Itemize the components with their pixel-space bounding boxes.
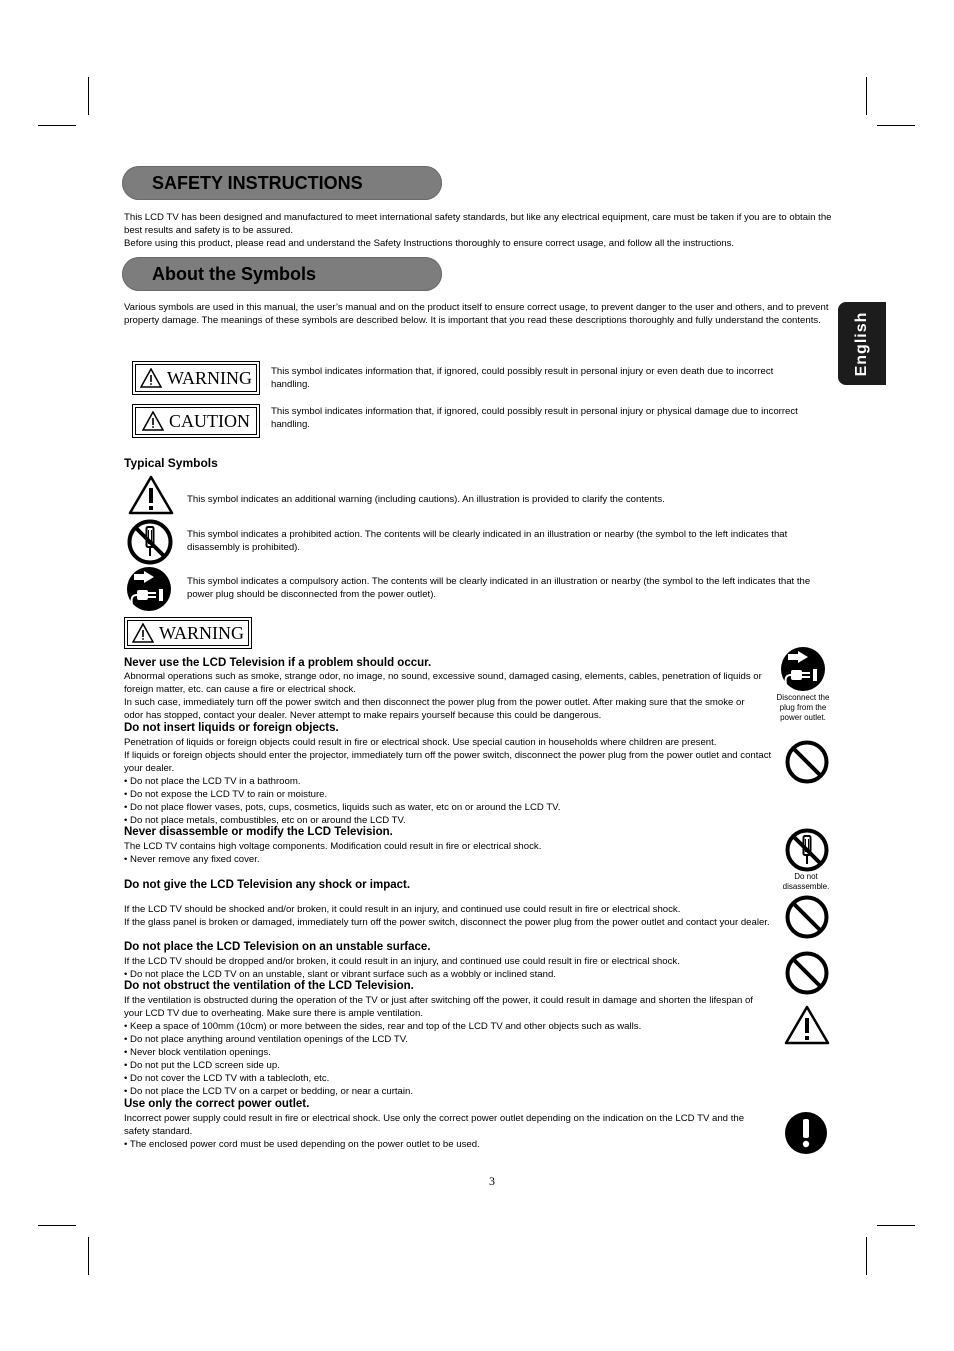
section-heading: Do not place the LCD Television on an unstable surface. bbox=[124, 941, 431, 953]
section-heading: Never disassemble or modify the LCD Television. bbox=[124, 826, 393, 838]
section-line: • Never block ventilation openings. bbox=[124, 1047, 271, 1058]
section-heading: Do not give the LCD Television any shock or impact. bbox=[124, 879, 411, 891]
no-disassembly-icon bbox=[127, 519, 173, 565]
language-tab-label: English bbox=[853, 311, 870, 376]
warning-label bbox=[132, 361, 260, 395]
language-tab bbox=[838, 302, 886, 385]
crop-mark bbox=[866, 77, 867, 115]
section-line: • Do not place the LCD TV on a carpet or bedding, or near a curtain. bbox=[124, 1086, 414, 1097]
section-heading: Never use the LCD Television if a problem should occur. bbox=[124, 657, 432, 669]
warning-triangle-icon bbox=[784, 1005, 830, 1045]
warning-description: This symbol indicates information that, if ignored, could possibly result in personal injury or even death due to incorrect handling. bbox=[271, 366, 774, 390]
typical-symbol-text: This symbol indicates an additional warning (including cautions). An illustration is provided to clarify the contents. bbox=[187, 494, 665, 505]
section-body bbox=[124, 903, 776, 929]
section-body bbox=[124, 736, 779, 827]
prohibited-icon bbox=[785, 895, 829, 939]
section-line: • Do not expose the LCD TV to rain or moisture. bbox=[124, 789, 328, 800]
caution-label bbox=[132, 404, 260, 438]
warning-section-label bbox=[124, 617, 252, 649]
section-line: • Do not place the LCD TV in a bathroom. bbox=[124, 776, 301, 787]
crop-mark bbox=[88, 77, 89, 115]
section-line: • Do not place anything around ventilation openings of the LCD TV. bbox=[124, 1034, 408, 1045]
safety-intro-line: Before using this product, please read and understand the Safety Instructions thoroughly to ensure correct usage, and follow all the instructions. bbox=[124, 238, 735, 249]
section-line: If the LCD TV should be shocked and/or broken, it could result in an injury, and continued use could result in fire or electrical shock. bbox=[124, 904, 681, 915]
warning-triangle-icon bbox=[128, 475, 174, 515]
section-heading: Do not obstruct the ventilation of the LCD Television. bbox=[124, 980, 414, 992]
typical-symbols-heading: Typical Symbols bbox=[124, 456, 218, 470]
caution-description: This symbol indicates information that, if ignored, could possibly result in personal injury or physical damage due to incorrect handling. bbox=[271, 406, 798, 430]
section-heading: Use only the correct power outlet. bbox=[124, 1098, 310, 1110]
crop-mark bbox=[866, 1237, 867, 1275]
section-line: If the LCD TV should be dropped and/or broken, it could result in an injury, and continued use could result in fire or electrical shock. bbox=[124, 956, 680, 967]
section-line: If the ventilation is obstructed during the operation of the TV or just after switching off the power, it could result in damage and shorten the lifespan of your LCD TV due to overheating. Make sure there is ample ventilation. bbox=[124, 995, 753, 1019]
warning-triangle-icon bbox=[142, 411, 164, 431]
compulsory-action-icon bbox=[784, 1111, 828, 1155]
section-line: • The enclosed power cord must be used depending on the power outlet to be used. bbox=[124, 1139, 480, 1150]
prohibited-icon bbox=[785, 951, 829, 995]
prohibited-icon bbox=[785, 740, 829, 784]
section-title: About the Symbols bbox=[152, 264, 317, 284]
warning-triangle-icon bbox=[140, 368, 162, 388]
section-line: • Do not place metals, combustibles, etc on or around the LCD TV. bbox=[124, 815, 406, 826]
section-line: • Do not cover the LCD TV with a tablecloth, etc. bbox=[124, 1073, 330, 1084]
section-line: • Never remove any fixed cover. bbox=[124, 854, 260, 865]
safety-intro-line: This LCD TV has been designed and manufactured to meet international safety standards, but like any electrical equipment, care must be taken if you are to obtain the best results and safety is to be assured. bbox=[124, 212, 832, 236]
warning-section-label-text: WARNING bbox=[159, 622, 244, 643]
crop-mark bbox=[88, 1237, 89, 1275]
symbols-intro: Various symbols are used in this manual, the user’s manual and on the product itself to ensure correct usage, to prevent danger to the user and others, and to prevent property damage. The meanings of these symbols are described below. It is important that you read these descriptions thoroughly and fully understand the contents. bbox=[124, 302, 829, 326]
section-line: If the glass panel is broken or damaged, immediately turn off the power switch, disconnect the power plug from the power outlet and contact your dealer. bbox=[124, 917, 770, 928]
section-line: • Do not place flower vases, pots, cups, cosmetics, liquids such as water, etc on or around the LCD TV. bbox=[124, 802, 561, 813]
section-line: Abnormal operations such as smoke, strange odor, no image, no sound, excessive sound, damaged casing, elements, cables, penetration of liquids or foreign matter, etc. can cause a fire or electrical shock. bbox=[124, 671, 762, 695]
section-body bbox=[124, 1112, 769, 1151]
unplug-icon bbox=[780, 646, 826, 692]
crop-mark bbox=[38, 1225, 76, 1226]
disassemble-caption: Do not disassemble. bbox=[782, 872, 830, 891]
page-number: 3 bbox=[489, 1174, 495, 1188]
safety-intro bbox=[124, 211, 834, 250]
safety-instructions-banner bbox=[122, 166, 442, 200]
section-line: The LCD TV contains high voltage components. Modification could result in fire or electrical shock. bbox=[124, 841, 542, 852]
typical-symbol-text: This symbol indicates a compulsory action. The contents will be clearly indicated in an illustration or nearby (the symbol to the left indicates that the power plug should be disconnected from the power outlet). bbox=[187, 576, 811, 600]
section-line: If liquids or foreign objects should enter the projector, immediately turn off the power switch, disconnect the power plug from the power outlet and contact your dealer. bbox=[124, 750, 772, 774]
warning-label-text: WARNING bbox=[167, 367, 252, 388]
section-line: In such case, immediately turn off the power switch and then disconnect the power plug from the power outlet. After making sure that the smoke or odor has stopped, contact your dealer. Never attempt to make repairs yourself because this could be dangerous. bbox=[124, 697, 745, 721]
section-line: • Keep a space of 100mm (10cm) or more between the sides, rear and top of the LCD TV and other objects such as walls. bbox=[124, 1021, 642, 1032]
crop-mark bbox=[38, 125, 76, 126]
section-body bbox=[124, 955, 779, 981]
section-heading: Do not insert liquids or foreign objects. bbox=[124, 722, 339, 734]
typical-symbol-text: This symbol indicates a prohibited action. The contents will be clearly indicated in an illustration or nearby (the symbol to the left indicates that disassembly is prohibited). bbox=[187, 529, 788, 553]
unplug-caption: Disconnect the plug from the power outlet. bbox=[776, 693, 830, 722]
section-body bbox=[124, 670, 764, 722]
no-disassembly-icon bbox=[785, 828, 829, 872]
section-line: Incorrect power supply could result in fire or electrical shock. Use only the correct power outlet depending on the indication on the LCD TV and the safety standard. bbox=[124, 1113, 745, 1137]
warning-triangle-icon bbox=[132, 623, 154, 643]
section-line: • Do not put the LCD screen side up. bbox=[124, 1060, 280, 1071]
section-body bbox=[124, 994, 764, 1098]
section-body bbox=[124, 840, 779, 866]
section-line: Penetration of liquids or foreign objects could result in fire or electrical shock. Use special caution in households where children are present. bbox=[124, 737, 717, 748]
section-line: • Do not place the LCD TV on an unstable, slant or vibrant surface such as a wobbly or inclined stand. bbox=[124, 969, 556, 980]
about-symbols-banner bbox=[122, 257, 442, 291]
page-title: SAFETY INSTRUCTIONS bbox=[152, 173, 363, 193]
crop-mark bbox=[877, 125, 915, 126]
caution-label-text: CAUTION bbox=[169, 410, 250, 431]
unplug-icon bbox=[126, 566, 172, 612]
crop-mark bbox=[877, 1225, 915, 1226]
